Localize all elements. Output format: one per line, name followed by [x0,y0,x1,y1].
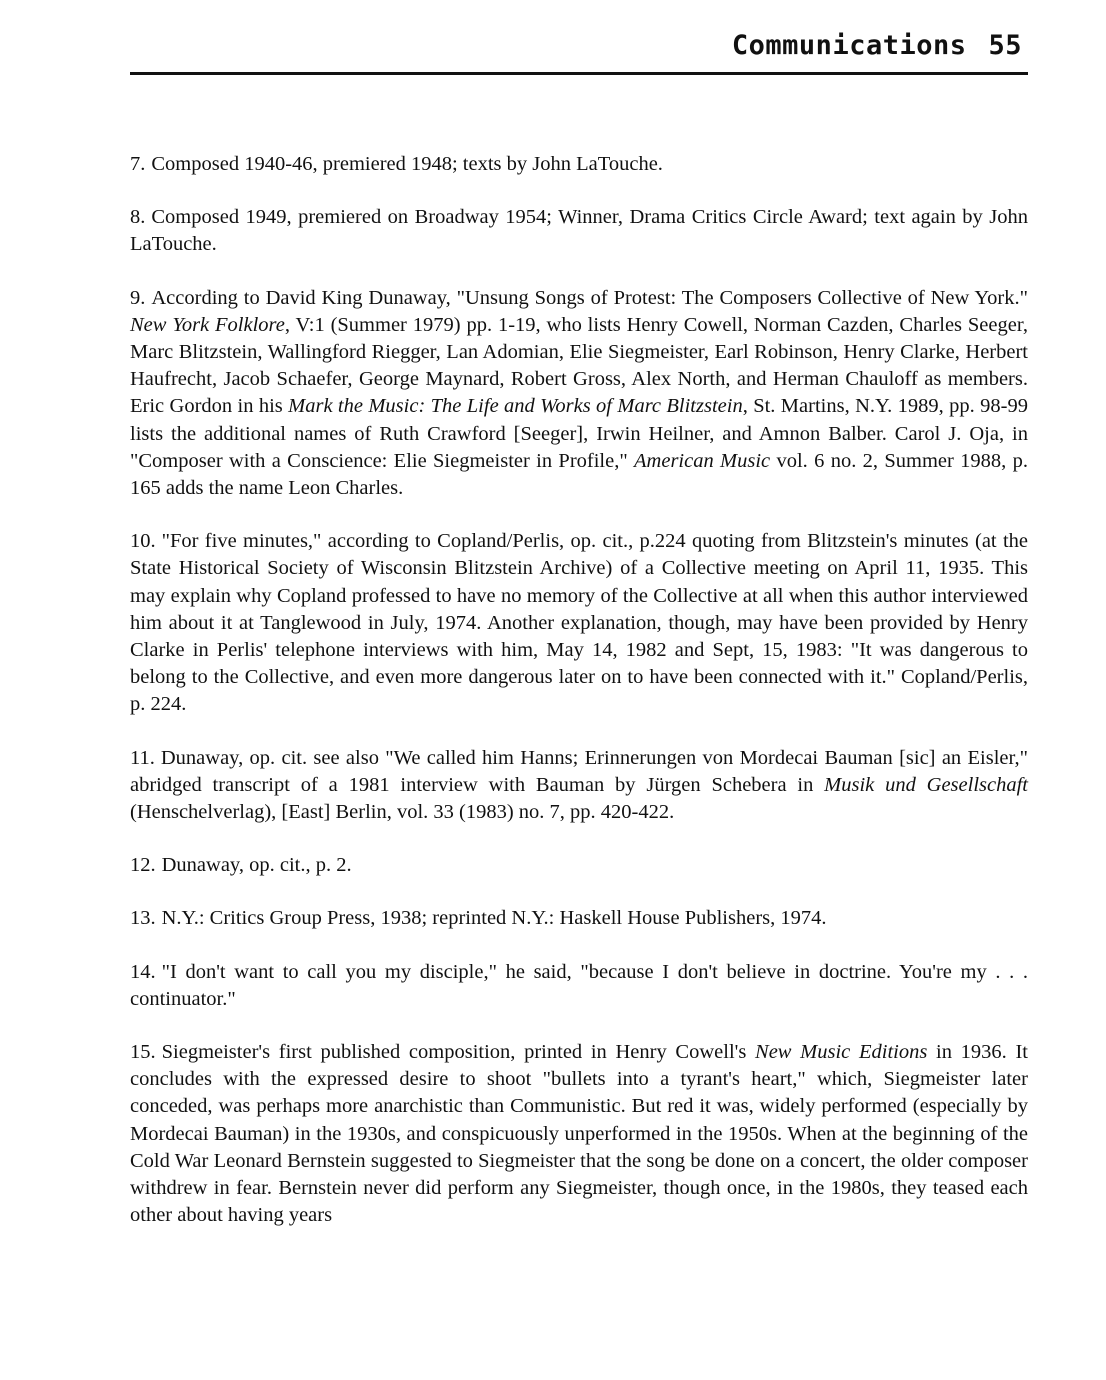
endnote-12 [130,852,1028,879]
endnote-8 [130,204,1028,258]
endnote-10 [130,528,1028,718]
endnote-number: 15. [130,1041,156,1064]
endnote-text: Dunaway, op. cit. see also "We called him Hanns; Erinnerungen von Mordecai Bauman [sic] an Eisler," abridged transcript of a 1981 interview with Bauman by Jürgen Schebera in [130,746,1028,796]
endnote-9 [130,285,1028,503]
endnote-7 [130,151,1028,178]
endnote-text: , St. Martins, N.Y. 1989, pp. 98-99 lists the additional names of Ruth Crawford [Seeger], Irwin Heilner, and Amnon Balber. Carol J. Oja, in "Composer with a Conscience: Elie Siegmeister in Profile," [130,395,1028,472]
endnotes-list [130,151,1028,1256]
running-head [732,30,1022,61]
endnote-text: N.Y.: Critics Group Press, 1938; reprinted N.Y.: Haskell House Publishers, 1974. [161,907,827,930]
endnote-text: Siegmeister's first published composition, printed in Henry Cowell's [161,1041,756,1064]
endnote-number: 10. [130,530,156,553]
endnote-italic-title: Musik und Gesellschaft [824,773,1028,796]
endnote-text: vol. 6 no. 2, Summer 1988, p. 165 adds the name Leon Charles. [130,449,1028,500]
endnote-13 [130,905,1028,932]
endnote-text: Composed 1949, premiered on Broadway 1954; Winner, Drama Critics Circle Award; text again by John LaTouche. [130,206,1028,256]
endnote-text: "For five minutes," according to Copland/Perlis, op. cit., p.224 quoting from Blitzstein's minutes (at the State Historical Society of Wisconsin Blitzstein Archive) of a Collective meeting on April 11, 1935. This may explain why Copland professed to have no memory of the Collective at all when this author interviewed him about it at Tanglewood in July, 1974. Another explanation, though, may have been provided by Henry Clarke in Perlis' telephone interviews with him, May 14, 1982 and Sept, 15, 1983: "It was dangerous to belong to the Collective, and even more dangerous later on to have been connected with it." Copland/Perlis, p. 224. [130,530,1028,716]
endnote-text: in 1936. It concludes with the expressed desire to shoot "bullets into a tyrant's heart," which, Siegmeister later conceded, was perhaps more anarchistic than Communistic. But red it was, widely performed (especially by Mordecai Bauman) in the 1930s, and conspicuously unperformed in the 1950s. When at the beginning of the Cold War Leonard Bernstein suggested to Siegmeister that the song be done on a concert, the older composer withdrew in fear. Bernstein never did perform any Siegmeister, though once, in the 1980s, they teased each other about having years [130,1041,1029,1227]
endnote-number: 7. [130,153,146,175]
endnote-number: 14. [130,960,156,983]
endnote-text: According to David King Dunaway, "Unsung Songs of Protest: The Composers Collective of New York." [151,286,1028,309]
endnote-italic-title: New Music Editions [755,1041,928,1064]
endnote-14 [130,959,1028,1013]
section-title: Communications [731,30,967,61]
endnote-text: (Henschelverlag), [East] Berlin, vol. 33 (1983) no. 7, pp. 420-422. [130,801,675,824]
page-header [130,28,1028,75]
endnote-text: , V:1 (Summer 1979) pp. 1-19, who lists Henry Cowell, Norman Cazden, Charles Seeger, Marc Blitzstein, Wallingford Riegger, Lan Adomian, Elie Siegmeister, Earl Robinson, Henry Clarke, Herbert Haufrecht, Jacob Schaefer, George Maynard, Robert Gross, Alex North, and Herman Chauloff as members. Eric Gordon in his [130,313,1028,418]
endnote-text: "I don't want to call you my disciple," he said, "because I don't believe in doctrine. You're my . . . continuator." [130,960,1028,1010]
endnote-italic-title: New York Folklore [130,313,285,336]
endnote-15 [130,1039,1028,1229]
endnote-text: Composed 1940-46, premiered 1948; texts by John LaTouche. [151,153,663,175]
endnote-italic-title: American Music [634,449,771,472]
endnote-text: Dunaway, op. cit., p. 2. [161,854,352,877]
endnote-number: 13. [130,907,156,930]
page-number: 55 [988,30,1022,61]
endnote-number: 9. [130,286,146,309]
endnote-number: 12. [130,854,156,877]
endnote-number: 11. [130,746,155,769]
endnote-11 [130,745,1028,827]
endnote-number: 8. [130,206,146,229]
endnote-italic-title: Mark the Music: The Life and Works of Marc Blitzstein [288,395,743,418]
